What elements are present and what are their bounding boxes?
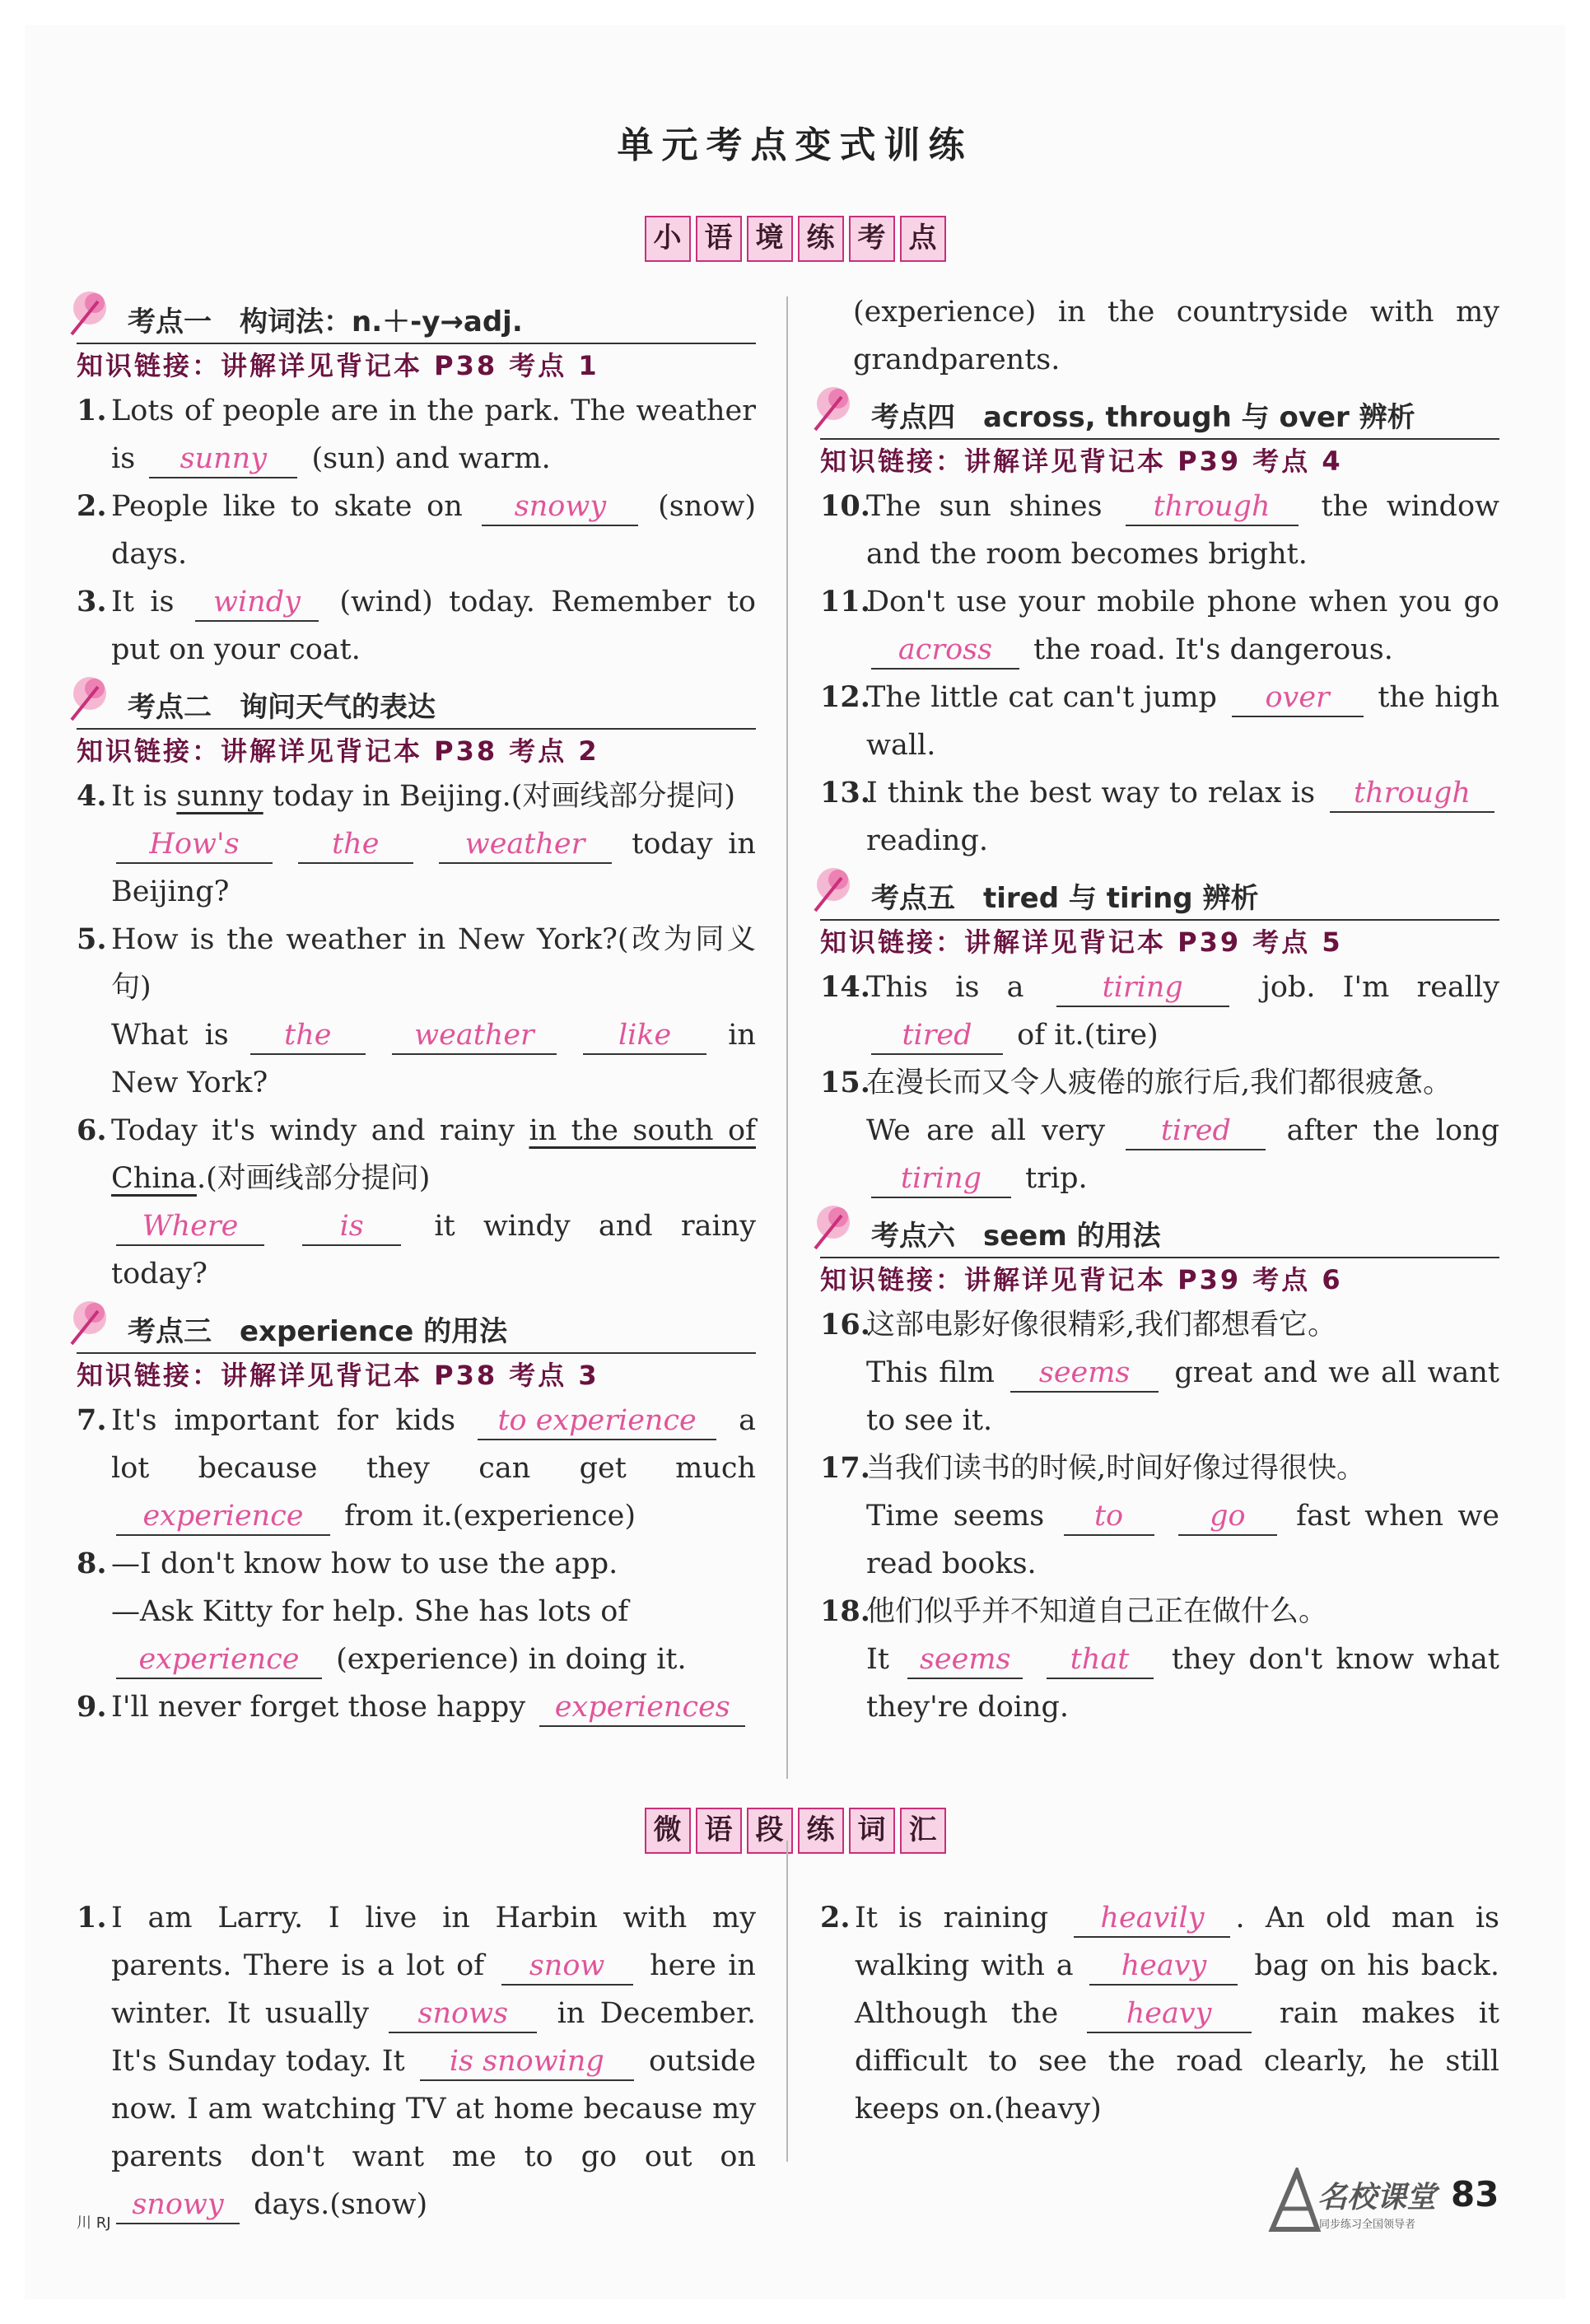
answer-blank[interactable]: through bbox=[1126, 488, 1299, 526]
banner-char: 考 bbox=[849, 216, 895, 262]
banner-char: 段 bbox=[747, 1808, 793, 1854]
logo-text: 名校课堂 bbox=[1317, 2181, 1437, 2214]
section-header bbox=[77, 679, 756, 730]
swirl-pencil-icon bbox=[809, 1199, 866, 1257]
answer-blank[interactable]: snow bbox=[501, 1948, 633, 1986]
question-12 bbox=[820, 674, 1499, 769]
question-text: 在漫长而又令人疲倦的旅行后,我们都很疲惫。 bbox=[866, 1066, 1452, 1099]
answer-blank[interactable]: Where bbox=[116, 1208, 264, 1246]
question-text: in December. It's Sunday today. It bbox=[111, 1997, 756, 2078]
column-divider bbox=[786, 1841, 788, 2162]
question-10 bbox=[820, 483, 1499, 578]
question-number: 15. bbox=[820, 1066, 870, 1099]
question-text: great and we all want to see it. bbox=[866, 1356, 1499, 1437]
question-number: 1. bbox=[77, 1901, 107, 1934]
section-header bbox=[820, 1207, 1499, 1258]
question-text: It is bbox=[111, 586, 175, 618]
question-number: 18. bbox=[820, 1594, 870, 1628]
question-number: 12. bbox=[820, 680, 870, 714]
question-text: I think the best way to relax is bbox=[866, 777, 1316, 810]
answer-blank[interactable]: heavy bbox=[1089, 1948, 1238, 1986]
question-text: the window and the room becomes bright. bbox=[866, 490, 1499, 571]
question-text: 他们似乎并不知道自己正在做什么。 bbox=[866, 1595, 1328, 1628]
question-text: —Ask Kitty for help. She has lots of bbox=[111, 1595, 629, 1628]
swirl-pencil-icon bbox=[65, 670, 123, 728]
knowledge-link: 知识链接：讲解详见背记本 P39 考点 5 bbox=[820, 926, 1343, 958]
question-text: 当我们读书的时候,时间好像过得很快。 bbox=[866, 1452, 1366, 1485]
question-3 bbox=[77, 578, 756, 674]
question-5 bbox=[77, 916, 756, 1107]
question-text: from it.(experience) bbox=[344, 1500, 636, 1533]
question-text: outside now. I am watching TV at home because my parents don't want me to go out on bbox=[111, 2045, 756, 2173]
page-title: 单元考点变式训练 bbox=[617, 124, 973, 166]
answer-blank[interactable]: like bbox=[583, 1017, 706, 1055]
swirl-pencil-icon bbox=[809, 380, 866, 438]
question-number: 8. bbox=[77, 1547, 107, 1580]
question-number: 9. bbox=[77, 1690, 107, 1724]
answer-blank[interactable]: tired bbox=[871, 1017, 1003, 1055]
question-number: 14. bbox=[820, 970, 870, 1004]
question-text: It is raining bbox=[855, 1902, 1049, 1934]
banner-char: 练 bbox=[798, 1808, 844, 1854]
knowledge-link: 知识链接：讲解详见背记本 P39 考点 4 bbox=[820, 446, 1343, 477]
section-title: 考点一 构词法：n.＋-y→adj. bbox=[128, 306, 523, 338]
swirl-pencil-icon bbox=[65, 1295, 123, 1352]
banner-context-practice bbox=[0, 216, 1590, 262]
question-number: 7. bbox=[77, 1403, 107, 1437]
column-divider bbox=[786, 296, 788, 1779]
question-text: bag on his back. Although the bbox=[855, 1949, 1499, 2030]
knowledge-link: 知识链接：讲解详见背记本 P38 考点 2 bbox=[77, 735, 599, 767]
left-column bbox=[77, 288, 756, 1731]
question-text: trip. bbox=[1025, 1162, 1088, 1195]
question-9 bbox=[77, 1683, 756, 1731]
banner-paragraph-vocab bbox=[0, 1808, 1590, 1854]
section-title: 考点四 across, through 与 over 辨析 bbox=[871, 401, 1415, 434]
knowledge-link: 知识链接：讲解详见背记本 P38 考点 1 bbox=[77, 350, 599, 381]
question-text: (experience) in the countryside with my grandparents. bbox=[853, 296, 1499, 376]
question-text: .(对画线部分提问) bbox=[196, 1162, 431, 1195]
answer-blank[interactable]: the bbox=[298, 826, 413, 864]
question-text: 这部电影好像很精彩,我们都想看它。 bbox=[866, 1309, 1337, 1342]
question-text: (sun) and warm. bbox=[311, 442, 551, 475]
knowledge-link: 知识链接：讲解详见背记本 P38 考点 3 bbox=[77, 1360, 599, 1391]
answer-blank[interactable]: experience bbox=[116, 1498, 330, 1536]
question-text: The sun shines bbox=[866, 490, 1103, 523]
question-14 bbox=[820, 964, 1499, 1059]
section-title: 考点二 询问天气的表达 bbox=[128, 691, 436, 724]
question-text: People like to skate on bbox=[111, 490, 463, 523]
answer-blank[interactable]: experiences bbox=[539, 1689, 745, 1727]
answer-blank[interactable]: tired bbox=[1126, 1113, 1266, 1150]
banner-char: 汇 bbox=[900, 1808, 946, 1854]
question-number: 2. bbox=[77, 489, 107, 523]
answer-blank[interactable]: the bbox=[250, 1017, 366, 1055]
question-text: We are all very bbox=[866, 1114, 1106, 1147]
question-8 bbox=[77, 1540, 756, 1683]
question-4 bbox=[77, 772, 756, 916]
section-header bbox=[820, 870, 1499, 921]
answer-blank[interactable]: go bbox=[1178, 1498, 1277, 1536]
vocab-paragraph-1 bbox=[77, 1894, 756, 2228]
footer-edition-code: 川 RJ bbox=[77, 2214, 111, 2232]
question-17 bbox=[820, 1444, 1499, 1588]
section-title: 考点三 experience 的用法 bbox=[128, 1315, 508, 1348]
banner-char: 小 bbox=[645, 216, 691, 262]
question-number: 2. bbox=[820, 1901, 851, 1934]
question-text: today in Beijing.(对画线部分提问) bbox=[272, 780, 736, 813]
question-18 bbox=[820, 1588, 1499, 1731]
question-number: 5. bbox=[77, 922, 107, 956]
answer-blank[interactable]: seems bbox=[907, 1641, 1023, 1679]
knowledge-link: 知识链接：讲解详见背记本 P39 考点 6 bbox=[820, 1264, 1343, 1295]
section-header bbox=[820, 389, 1499, 440]
answer-blank[interactable]: to bbox=[1064, 1498, 1154, 1536]
section-title: 考点五 tired 与 tiring 辨析 bbox=[871, 882, 1259, 915]
question-text: rain makes it difficult to see the road clearly, he still keeps on.(heavy) bbox=[855, 1997, 1499, 2126]
answer-blank[interactable]: through bbox=[1330, 775, 1494, 813]
question-text: days.(snow) bbox=[254, 2188, 428, 2221]
question-number: 6. bbox=[77, 1113, 107, 1147]
question-text: Time seems bbox=[866, 1500, 1045, 1533]
question-text: It is bbox=[111, 780, 168, 813]
banner-char: 点 bbox=[900, 216, 946, 262]
question-1 bbox=[77, 387, 756, 483]
question-number: 11. bbox=[820, 585, 870, 618]
question-text: It bbox=[866, 1643, 889, 1676]
answer-blank[interactable]: How's bbox=[116, 826, 273, 864]
question-text: (wind) today. Remember to put on your coat. bbox=[111, 586, 756, 666]
swirl-pencil-icon bbox=[809, 861, 866, 919]
page-number: 83 bbox=[1451, 2174, 1499, 2214]
question-text: Don't use your mobile phone when you go bbox=[866, 586, 1499, 618]
question-text: The little cat can't jump bbox=[866, 681, 1217, 714]
question-text: How is the weather in New York?(改为同义句) bbox=[111, 923, 756, 1004]
answer-blank[interactable]: heavy bbox=[1087, 1995, 1252, 2033]
question-9-continued bbox=[820, 288, 1499, 384]
answer-blank[interactable]: weather bbox=[392, 1017, 557, 1055]
question-text: —I don't know how to use the app. bbox=[111, 1547, 618, 1580]
question-13 bbox=[820, 769, 1499, 865]
answer-blank[interactable]: that bbox=[1047, 1641, 1154, 1679]
question-text: (experience) in doing it. bbox=[336, 1643, 687, 1676]
question-number: 13. bbox=[820, 776, 870, 810]
answer-blank[interactable]: snows bbox=[389, 1995, 537, 2033]
answer-blank[interactable]: to experience bbox=[478, 1402, 716, 1440]
question-text: I am Larry. I live in Harbin with my parents. There is a lot of bbox=[111, 1902, 756, 1982]
answer-blank[interactable]: sunny bbox=[149, 441, 297, 478]
section-title: 考点六 seem 的用法 bbox=[871, 1220, 1161, 1253]
question-text: reading. bbox=[866, 824, 988, 857]
question-text: it windy and rainy today? bbox=[111, 1210, 756, 1290]
question-text: here in winter. It usually bbox=[111, 1949, 756, 2030]
question-text: a lot because they can get much bbox=[111, 1404, 756, 1485]
question-text: job. I'm really bbox=[1261, 971, 1499, 1004]
question-7 bbox=[77, 1397, 756, 1540]
logo-subtitle: 同步练习全国领导者 bbox=[1319, 2219, 1416, 2231]
question-2 bbox=[77, 483, 756, 578]
question-text: the road. It's dangerous. bbox=[1033, 633, 1393, 666]
section-header bbox=[77, 1303, 756, 1354]
question-text: Lots of people are in the park. The weather is bbox=[111, 394, 756, 475]
question-text: . An old man is walking with a bbox=[855, 1902, 1499, 1982]
section-header bbox=[77, 293, 756, 344]
question-number: 4. bbox=[77, 779, 107, 813]
banner-char: 微 bbox=[645, 1808, 691, 1854]
answer-blank[interactable]: is snowing bbox=[420, 2043, 634, 2081]
question-text: today in Beijing? bbox=[111, 828, 756, 908]
question-15 bbox=[820, 1059, 1499, 1202]
swirl-pencil-icon bbox=[65, 285, 123, 343]
answer-blank[interactable]: windy bbox=[195, 584, 319, 622]
answer-blank[interactable]: seems bbox=[1010, 1355, 1159, 1393]
paragraph-question bbox=[77, 1894, 756, 2228]
question-text: Today it's windy and rainy bbox=[111, 1114, 515, 1147]
answer-blank[interactable]: heavily bbox=[1074, 1900, 1230, 1938]
question-number: 16. bbox=[820, 1308, 870, 1342]
answer-blank[interactable]: tiring bbox=[871, 1160, 1011, 1198]
question-text: (snow) days. bbox=[111, 490, 756, 571]
question-number: 17. bbox=[820, 1451, 870, 1485]
question-text: after the long bbox=[1286, 1114, 1499, 1147]
question-text: of it.(tire) bbox=[1017, 1019, 1159, 1052]
banner-char: 境 bbox=[747, 216, 793, 262]
question-text: I'll never forget those happy bbox=[111, 1691, 526, 1724]
underlined-text: sunny bbox=[176, 780, 263, 813]
question-number: 1. bbox=[77, 394, 107, 427]
question-text: This film bbox=[866, 1356, 995, 1389]
question-16 bbox=[820, 1301, 1499, 1444]
question-number: 10. bbox=[820, 489, 870, 523]
question-text: in New York? bbox=[111, 1019, 756, 1099]
answer-blank[interactable]: tiring bbox=[1056, 969, 1229, 1007]
banner-char: 语 bbox=[696, 1808, 742, 1854]
banner-char: 语 bbox=[696, 216, 742, 262]
answer-blank[interactable]: snowy bbox=[482, 488, 638, 526]
question-text: What is bbox=[111, 1019, 229, 1052]
vocab-paragraph-2 bbox=[820, 1894, 1499, 2133]
answer-blank[interactable]: experience bbox=[116, 1641, 322, 1679]
answer-blank[interactable]: over bbox=[1232, 679, 1364, 717]
answer-blank[interactable]: across bbox=[871, 632, 1019, 670]
question-text: the high wall. bbox=[866, 681, 1499, 762]
question-text: fast when we read books. bbox=[866, 1500, 1499, 1580]
question-text: they don't know what they're doing. bbox=[866, 1643, 1499, 1724]
right-column bbox=[820, 288, 1499, 1731]
question-11 bbox=[820, 578, 1499, 674]
answer-blank[interactable]: is bbox=[302, 1208, 401, 1246]
question-number: 3. bbox=[77, 585, 107, 618]
question-text: It's important for kids bbox=[111, 1404, 456, 1437]
answer-blank[interactable]: snowy bbox=[116, 2186, 240, 2224]
paragraph-question bbox=[820, 1894, 1499, 2133]
question-text: This is a bbox=[866, 971, 1024, 1004]
banner-char: 词 bbox=[849, 1808, 895, 1854]
underlined-text: in the south of China bbox=[111, 1114, 756, 1195]
brand-logo bbox=[1268, 2168, 1441, 2233]
question-6 bbox=[77, 1107, 756, 1298]
banner-char: 练 bbox=[798, 216, 844, 262]
answer-blank[interactable]: weather bbox=[439, 826, 612, 864]
